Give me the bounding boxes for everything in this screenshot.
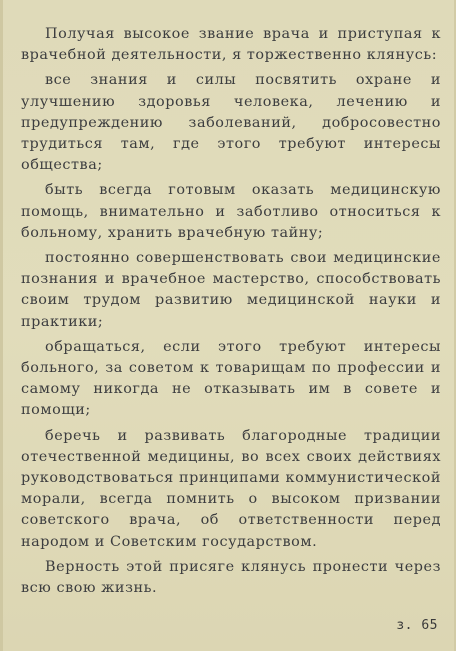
oath-clause-consult: обращаться, если этого требуют интересы больного, за советом к товарищам по профессии и самому никогда не отказывать им в совете и помощи; <box>21 338 441 419</box>
oath-clause-improve: постоянно совершенствовать свои медицинские познания и врачебное мастерство, способствовать своим трудом развитию медицинской науки и практики; <box>21 250 441 330</box>
oath-text <box>21 24 441 603</box>
oath-clause-help: быть всегда готовым оказать медицинскую помощь, внимательно и заботливо относиться к больному, хранить врачебную тайну; <box>21 182 441 241</box>
oath-closing-paragraph: Верность этой присяге клянусь пронести через всю свою жизнь. <box>21 558 441 597</box>
oath-clause-knowledge: все знания и силы посвятить охране и улучшению здоровья человека, лечению и предупреждению заболеваний, добросовестно трудиться там, где этого требуют интересы общества; <box>21 72 441 174</box>
printer-mark: з. 65 <box>396 618 438 633</box>
oath-intro-paragraph: Получая высокое звание врача и приступая к врачебной деятельности, я торжественно клянусь: <box>21 26 441 64</box>
oath-clause-traditions: беречь и развивать благородные традиции отечественной медицины, во всех своих действиях руководствоваться принципами коммунистической морали, всегда помнить о высоком призвании советского врача, об ответственности перед народом и Советским государством. <box>21 427 441 550</box>
